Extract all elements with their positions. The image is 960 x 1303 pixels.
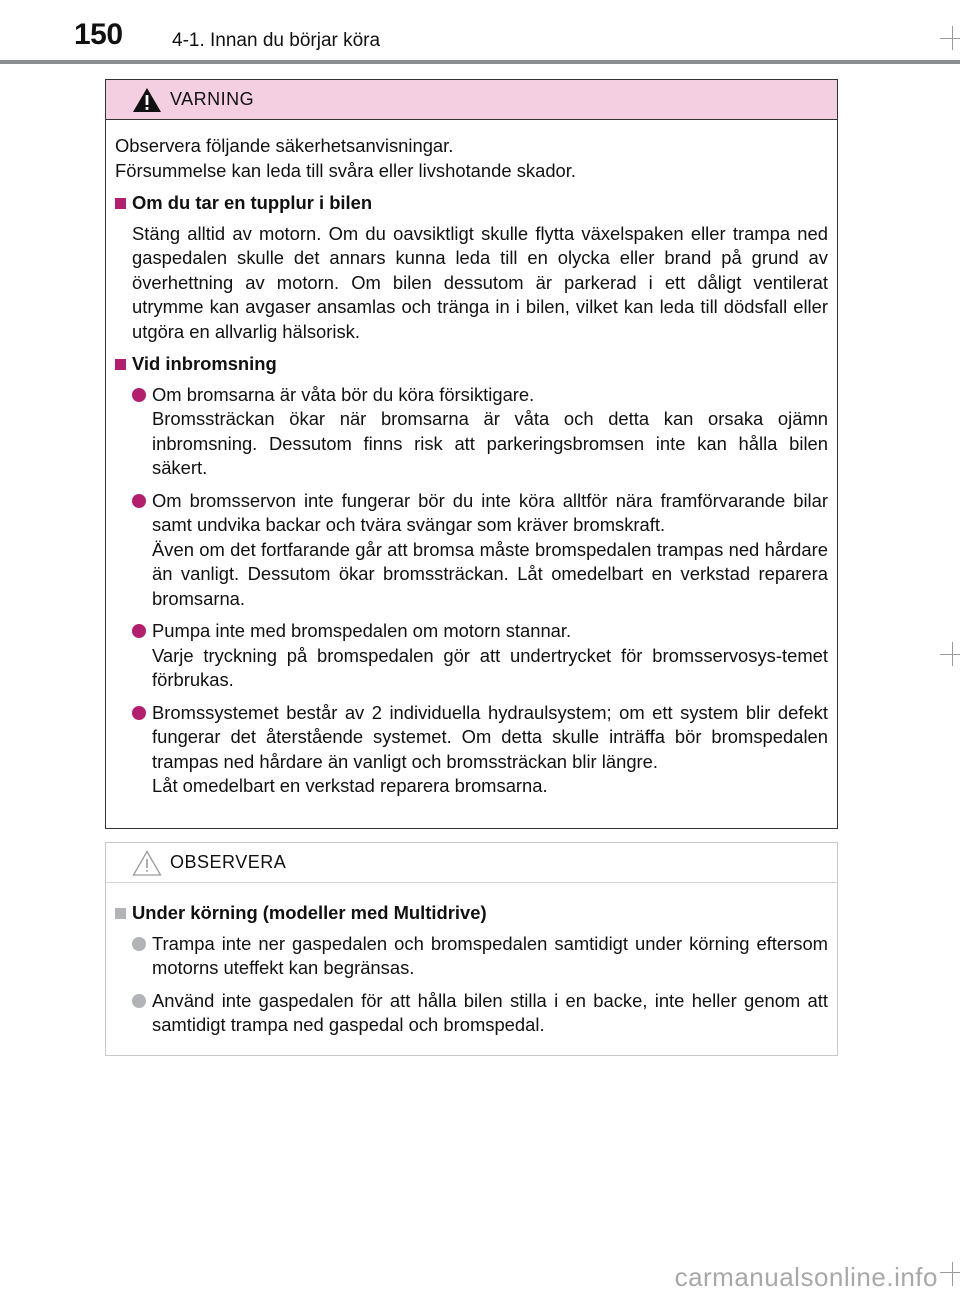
list-item (132, 489, 828, 612)
round-bullet-icon (132, 937, 146, 951)
header-rule (0, 60, 960, 64)
item-line: Varje tryckning på bromspedalen gör att undertrycket för bromsservosys-temet förbrukas. (152, 644, 828, 690)
item-line: Använd inte gaspedalen för att hålla bilen stilla i en backe, inte heller genom att samtidigt trampa ned gaspedal och bromspedal. (152, 989, 828, 1035)
section-heading-braking (115, 352, 828, 377)
list-item (132, 383, 828, 481)
square-bullet-icon (115, 359, 126, 370)
item-line: Bromssystemet består av 2 individuella hydraulsystem; om ett system blir defekt fungerar det återstående systemet. Om detta skulle inträffa bör bromspedalen trampas ned hårdare än vanligt och bromssträckan blir längre. (152, 701, 828, 772)
warning-title: VARNING (170, 89, 255, 109)
notice-heading-text: Under körning (modeller med Multidrive) (132, 902, 487, 923)
intro-line: Försummelse kan leda till svåra eller livshotande skador. (115, 159, 576, 181)
list-item (132, 619, 828, 693)
notice-title: OBSERVERA (170, 852, 287, 872)
square-bullet-icon (115, 908, 126, 919)
section-heading-nap (115, 191, 828, 216)
item-line: Pumpa inte med bromspedalen om motorn stannar. (152, 620, 572, 641)
notice-box (105, 842, 838, 1056)
round-bullet-icon (132, 706, 146, 720)
round-bullet-icon (132, 494, 146, 508)
page-number: 150 (74, 18, 123, 51)
round-bullet-icon (132, 388, 146, 402)
intro-line: Observera följande säkerhetsanvisningar. (115, 135, 454, 156)
notice-triangle-icon (132, 849, 162, 877)
section-heading-text: Om du tar en tupplur i bilen (132, 192, 373, 213)
warning-header (106, 80, 837, 120)
item-line: Om bromsarna är våta bör du köra försiktigare. (152, 383, 535, 405)
item-line: Trampa inte ner gaspedalen och bromspedalen samtidigt under körning eftersom motorns uteffekt kan begränsas. (152, 932, 828, 978)
watermark: carmanualsonline.info (674, 1262, 938, 1292)
list-item (132, 932, 828, 981)
section-title: 4-1. Innan du börjar köra (172, 30, 381, 51)
round-bullet-icon (132, 994, 146, 1008)
item-line: Låt omedelbart en verkstad reparera bromsarna. (152, 775, 548, 796)
warning-intro (115, 134, 828, 183)
notice-header (106, 843, 837, 883)
item-line: Bromssträckan ökar när bromsarna är våta och detta kan orsaka ojämn inbromsning. Dessutom finns risk att parkeringsbromsen inte kan hålla bilen säkert. (152, 408, 828, 478)
warning-box (105, 79, 838, 829)
section-heading-text: Vid inbromsning (132, 353, 277, 374)
list-item (132, 989, 828, 1038)
item-line: Även om det fortfarande går att bromsa måste bromspedalen trampas ned hårdare än vanligt. Dessutom ökar bromssträckan. Låt omedelbart en verkstad reparera bromsarna. (152, 538, 828, 609)
list-item (132, 701, 828, 799)
section-paragraph: Stäng alltid av motorn. Om du oavsiktligt skulle flytta växelspaken eller trampa ned gaspedalen skulle det annars kunna leda till en olycka eller brand på grund av överhettning av motorn. Om bilen dessutom är parkerad i ett dåligt ventilerat utrymme kan avgaser ansamlas och tränga in i bilen, vilket kan leda till dödsfall eller utgöra en allvarlig hälsorisk. (132, 222, 828, 342)
round-bullet-icon (132, 624, 146, 638)
warning-triangle-icon (132, 86, 162, 114)
square-bullet-icon (115, 198, 126, 209)
item-line: Om bromsservon inte fungerar bör du inte köra alltför nära framförvarande bilar samt undvika backar och tvära svängar som kräver bromskraft. (152, 489, 828, 535)
notice-heading (115, 901, 828, 926)
